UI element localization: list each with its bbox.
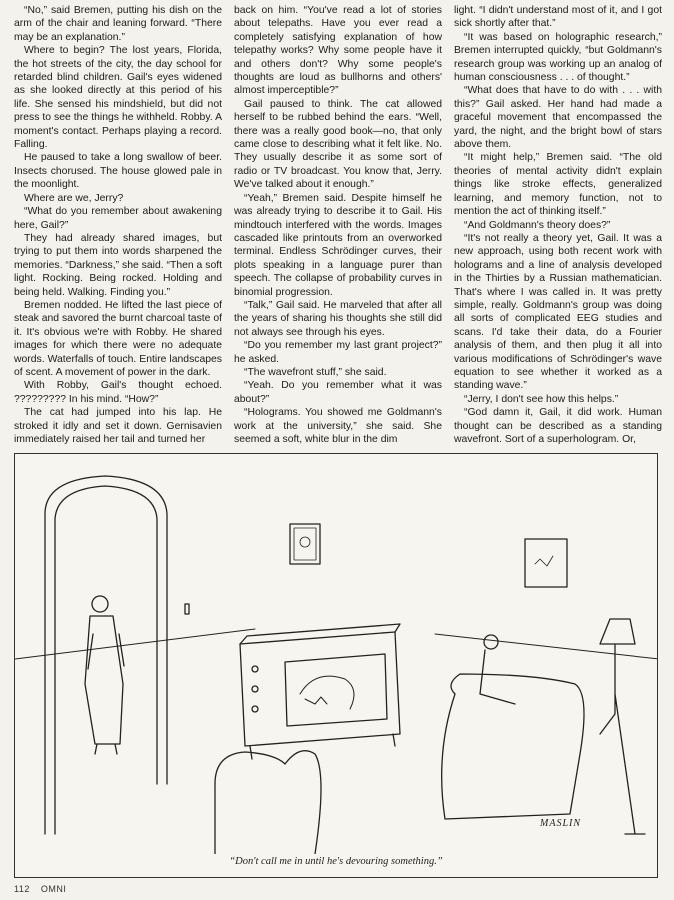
paragraph: Where are we, Jerry? — [24, 192, 124, 204]
paragraph: Gail paused to think. The cat allowed herself to be rubbed behind the ears. “Well, there was a really good book—no, that only came close to describing what it felt like. No. They usually describe it as some sort of radio or TV broadcast. You know that, Jerry. We've talked about it enough.” — [234, 98, 442, 191]
paragraph: With Robby, Gail's thought echoed. ????????? In his mind. “How?” — [14, 380, 222, 405]
cartoon-caption: “Don't call me in until he's devouring something.” — [229, 856, 443, 867]
doorway — [45, 476, 167, 834]
wall-picture — [290, 524, 320, 564]
article-body — [14, 4, 662, 449]
paragraph: Where to begin? The lost years, Florida, the hot streets of the city, the day school for retarded blind children. Gail's eyes widened as she looked directly at this period of his life. She sensed his mindshield, but did not press to see the things he withheld. Robby. A moment's contact. Perhaps playing a record. Falling. — [14, 45, 222, 151]
paragraph: “What do you remember about awakening here, Gail?” — [14, 206, 222, 231]
paragraph: “Talk,” Gail said. He marveled that after all the years of sharing his thoughts she still did not always see through his eyes. — [234, 299, 442, 338]
paragraph: “What does that have to do with . . . with this?” Gail asked. Her hand had made a graceful movement that encompassed the yard, the night, and the bright bowl of stars above them. — [454, 85, 662, 151]
page-number: 112 — [14, 884, 30, 894]
paragraph: “Jerry, I don't see how this helps.” — [464, 393, 619, 405]
paragraph: “Yeah,” Bremen said. Despite himself he was already trying to describe it to Gail. His mindtouch interfered with the words. Images cascaded like printouts from an overworked terminal. Endless Schrödinger curves, their plots speaking in a language purer than speech. The collapse of probability curves in binomial progression. — [234, 192, 442, 298]
cartoonist-signature: MASLIN — [540, 818, 581, 829]
article-column-2 — [234, 4, 442, 449]
paragraph: They had already shared images, but trying to put them into words sharpened the memories. “Darkness,” she said. “Then a soft light. Rocking. Being rocked. Holding and being held. Walking. Finding you.” — [14, 232, 222, 298]
paragraph: He paused to take a long swallow of beer. Insects chorused. The house glowed pale in the moonlight. — [14, 152, 222, 191]
paragraph: “It might help,” Bremen said. “The old theories of mental activity didn't explain things like stroke effects, generalized learning, and memory function, not to mention the act of thinking itself.” — [454, 152, 662, 218]
paragraph: “Do you remember my last grant project?” he asked. — [234, 340, 442, 365]
paragraph: “And Goldmann's theory does?” — [464, 219, 611, 231]
paragraph: “Holograms. You showed me Goldmann's work at the university,” she said. She seemed a soft, white blur in the dim — [234, 407, 442, 445]
paragraph: back on him. “You've read a lot of stories about telepaths. Have you ever read a completely satisfying explanation of how telepathy works? Why some people have it and others don't? Why some people's thoughts are loud as bullhorns and others' almost imperceptible?” — [234, 5, 442, 97]
article-column-1 — [14, 4, 222, 449]
standing-man — [85, 596, 124, 754]
paragraph: Bremen nodded. He lifted the last piece of steak and savored the burnt charcoal taste of it. It's obvious we're with Robby. He shared images for which there were no adequate words. Waterfalls of touch. Entire landscapes of scent. A movement of power in the dark. — [14, 299, 222, 378]
paragraph: “No,” said Bremen, putting his dish on the arm of the chair and leaning forward. “There may be an explanation.” — [14, 5, 222, 43]
light-switch — [185, 604, 189, 614]
front-armchair — [215, 751, 321, 854]
paragraph: “God damn it, Gail, it did work. Human thought can be described as a standing wavefront. Sort of a superhologram. Or, — [454, 407, 662, 445]
tv-screen — [285, 654, 387, 726]
cartoon-drawing — [15, 454, 658, 854]
article-column-3 — [454, 4, 662, 449]
paragraph: “It was based on holographic research,” Bremen interrupted quickly, “but Goldmann's research group was working up an analog of human consciousness . . . of thought.” — [454, 31, 662, 84]
magazine-name: OMNI — [40, 884, 67, 894]
paragraph: The cat had jumped into his lap. He stroked it idly and set it down. Gernisavien immediately raised her tail and turned her — [14, 407, 222, 445]
cartoon — [14, 453, 658, 878]
paragraph: “The wavefront stuff,” she said. — [244, 366, 387, 378]
seated-man — [442, 635, 584, 819]
paragraph: light. “I didn't understand most of it, and I got sick shortly after that.” — [454, 5, 662, 30]
page-folio — [14, 884, 74, 894]
paragraph: “It's not really a theory yet, Gail. It was a new approach, using both recent work with holograms and a line of analysis developed in the Thirties by a Russian mathematician. That's where I was called in. It was pretty simple, really. Goldmann's group was doing all sorts of complicated EEG studies and scans. I'd take their data, do a Fourier analysis of them, and then plug it all into various modifications of Schrödinger's wave equation to see whether it worked as a standing wave.” — [454, 232, 662, 392]
tv-console — [240, 624, 400, 759]
wall-picture-right — [525, 539, 567, 587]
floor-lamp — [600, 619, 645, 834]
paragraph: “Yeah. Do you remember what it was about?” — [234, 380, 442, 405]
